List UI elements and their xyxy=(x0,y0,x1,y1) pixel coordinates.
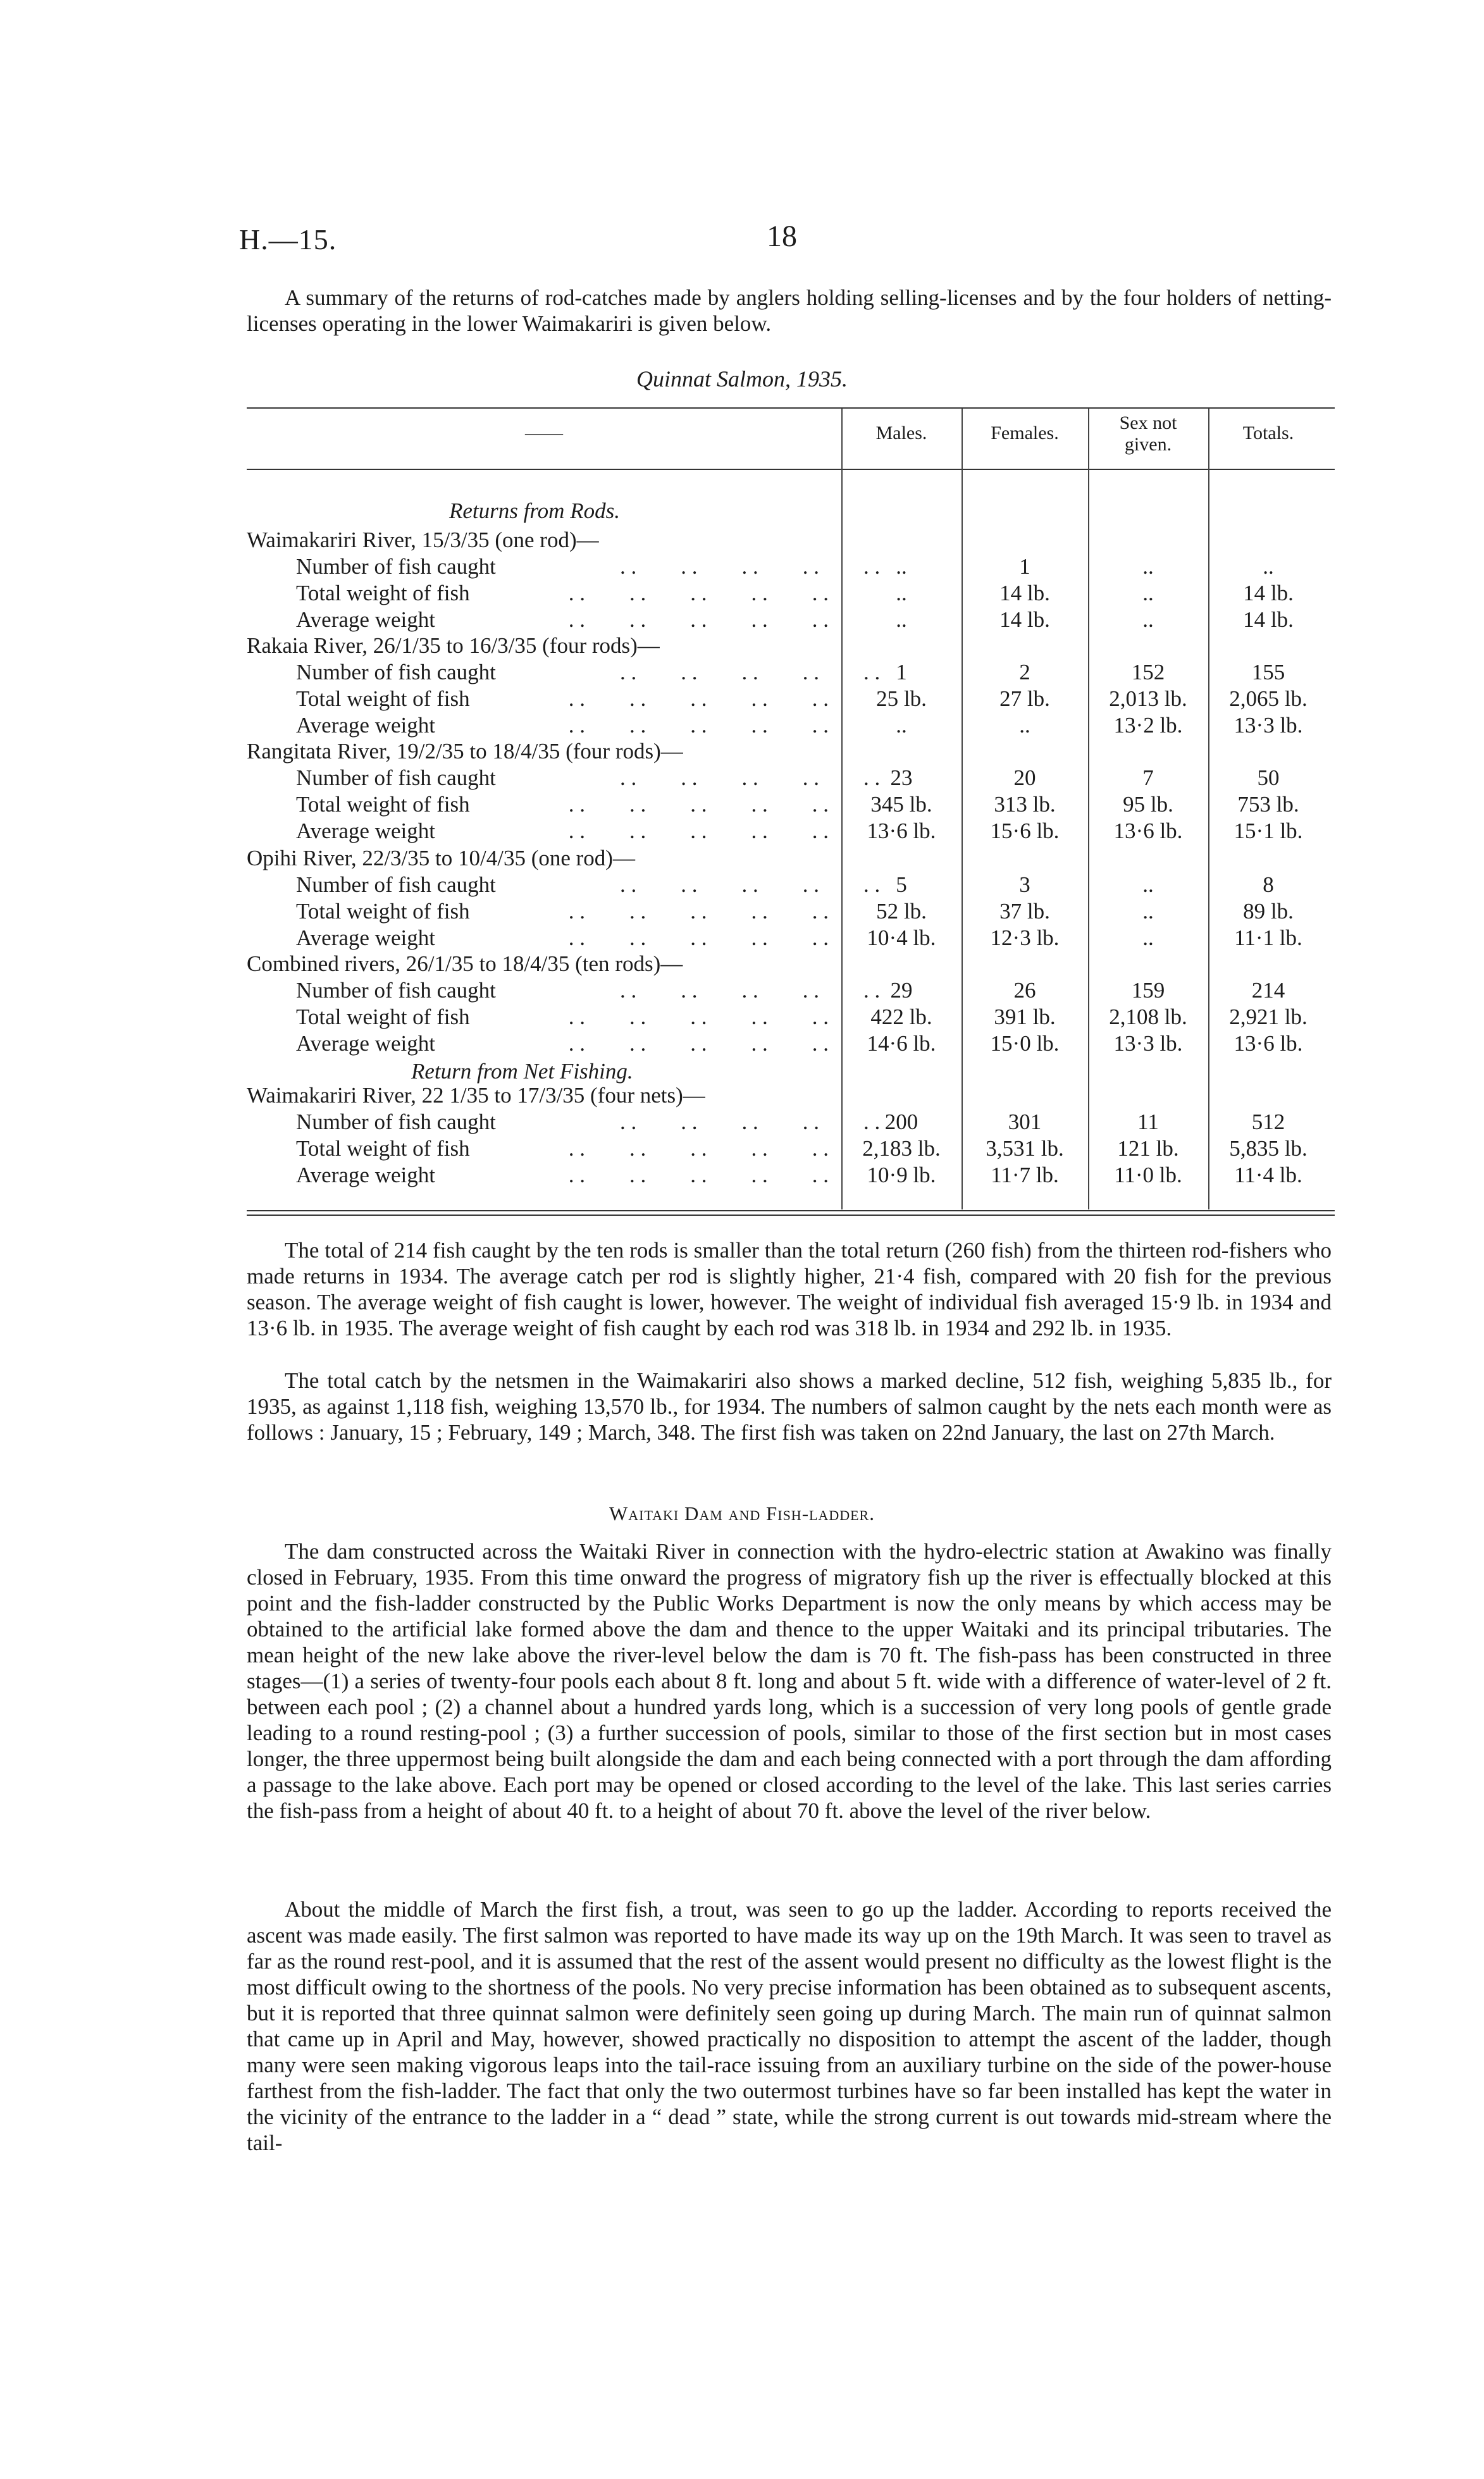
females-cell: 27 lb. xyxy=(999,686,1050,711)
table-row xyxy=(0,607,1484,634)
paragraph-net-catch: The total catch by the netsmen in the Waimakariri also shows a marked decline, 512 fish, weighing 5,835 lb., for 1935, as against 1,118 fish, weighing 13,570 lb., for 1934. The numbers of salmon caught by the nets each month were as follows : January, 15 ; February, 149 ; March, 348. The first fish was taken on 22nd January, the last on 27th March. xyxy=(247,1368,1332,1445)
table-header-rule xyxy=(247,469,1335,470)
males-cell: .. xyxy=(896,713,907,738)
group-name: Combined rivers, 26/1/35 to 18/4/35 (ten rods)— xyxy=(247,951,683,976)
females-cell: 3 xyxy=(1019,872,1030,897)
column-header-males: Males. xyxy=(875,423,927,443)
sex-not-given-cell: .. xyxy=(1142,872,1154,897)
group-heading xyxy=(0,739,1484,765)
females-cell: 20 xyxy=(1013,765,1036,790)
females-cell: 14 lb. xyxy=(999,607,1050,632)
table-row xyxy=(0,899,1484,925)
row-label: Average weight xyxy=(296,713,435,738)
group-name: Waimakariri River, 22 1/35 to 17/3/35 (four nets)— xyxy=(247,1083,705,1108)
paragraph-dam-description: The dam constructed across the Waitaki River in connection with the hydro-electric station at Awakino was finally closed in February, 1935. From this time onward the progress of migratory fish up the river is effectually blocked at this point and the fish-ladder constructed by the Public Works Department is now the only means by which access may be obtained to the artificial lake formed above the dam and thence to the upper Waitaki and its principal tributaries. The mean height of the new lake above the river-level below the dam is 70 ft. The fish-pass has been constructed in three stages—(1) a series of twenty-four pools each about 8 ft. long and about 5 ft. wide with a difference of water-level of 2 ft. between each pool ; (2) a channel about a hundred yards long, which is a succession of very long pools of gentle grade leading to a round resting-pool ; (3) a further succession of pools, similar to those of the first section but in most cases longer, the three uppermost being built alongside the dam and each being connected with a port through the dam affording a passage to the lake above. Each port may be opened or closed according to the level of the lake. This last series carries the fish-pass from a height of about 40 ft. to a height of about 70 ft. above the level of the river below. xyxy=(247,1539,1332,1823)
totals-cell: 512 xyxy=(1251,1110,1285,1134)
group-name: Rangitata River, 19/2/35 to 18/4/35 (four rods)— xyxy=(247,739,683,763)
table-row xyxy=(0,1031,1484,1058)
row-label: Total weight of fish xyxy=(296,1136,470,1161)
table-row xyxy=(0,660,1484,686)
leader-dots: . . . . . . . . . . xyxy=(568,581,829,605)
females-cell: 14 lb. xyxy=(999,581,1050,605)
males-cell: 23 xyxy=(890,765,913,790)
leader-dots: . . . . . . . . . . xyxy=(568,1136,829,1161)
females-cell: 301 xyxy=(1008,1110,1042,1134)
females-cell: 313 lb. xyxy=(994,792,1056,817)
totals-cell: 2,921 lb. xyxy=(1229,1005,1308,1029)
row-label: Number of fish caught xyxy=(296,765,496,790)
males-cell: 422 lb. xyxy=(870,1005,932,1029)
row-label: Total weight of fish xyxy=(296,1005,470,1029)
row-label: Average weight xyxy=(296,819,435,843)
column-header-blank: —— xyxy=(525,423,563,443)
table-row xyxy=(0,1005,1484,1031)
group-heading xyxy=(0,846,1484,872)
totals-cell: .. xyxy=(1263,554,1274,579)
leader-dots: . . . . . . . . . . xyxy=(620,660,881,684)
males-cell: 25 lb. xyxy=(876,686,927,711)
table-row xyxy=(0,1110,1484,1136)
females-cell: .. xyxy=(1019,713,1030,738)
males-cell: 29 xyxy=(890,978,913,1003)
females-cell: 2 xyxy=(1019,660,1030,684)
totals-cell: 13·6 lb. xyxy=(1234,1031,1303,1056)
females-cell: 3,531 lb. xyxy=(986,1136,1064,1161)
table-bottom-rule-2 xyxy=(247,1215,1335,1216)
table-row xyxy=(0,713,1484,739)
totals-cell: 5,835 lb. xyxy=(1229,1136,1308,1161)
table-bottom-rule xyxy=(247,1210,1335,1211)
table-row xyxy=(0,554,1484,581)
group-name: Opihi River, 22/3/35 to 10/4/35 (one rod)— xyxy=(247,846,635,870)
females-cell: 391 lb. xyxy=(994,1005,1056,1029)
row-label: Number of fish caught xyxy=(296,1110,496,1134)
group-heading xyxy=(0,633,1484,660)
row-label: Average weight xyxy=(296,1163,435,1187)
leader-dots: . . . . . . . . . . xyxy=(620,554,881,579)
group-heading xyxy=(0,951,1484,978)
totals-cell: 14 lb. xyxy=(1243,581,1294,605)
row-label: Number of fish caught xyxy=(296,872,496,897)
males-cell: 1 xyxy=(896,660,907,684)
leader-dots: . . . . . . . . . . xyxy=(568,925,829,950)
table-row xyxy=(0,765,1484,792)
females-cell: 15·6 lb. xyxy=(990,819,1060,843)
table-top-rule xyxy=(247,407,1335,409)
sex-not-given-cell: 13·3 lb. xyxy=(1113,1031,1183,1056)
leader-dots: . . . . . . . . . . xyxy=(568,899,829,924)
table-row xyxy=(0,686,1484,713)
sex-not-given-cell: 2,013 lb. xyxy=(1109,686,1187,711)
females-cell: 11·7 lb. xyxy=(991,1163,1059,1187)
males-cell: .. xyxy=(896,607,907,632)
section-heading-waitaki xyxy=(0,1502,1484,1525)
totals-cell: 155 xyxy=(1251,660,1285,684)
totals-cell: 753 lb. xyxy=(1237,792,1299,817)
paragraph-ladder-ascent: About the middle of March the first fish, a trout, was seen to go up the ladder. According to reports received the ascent was made easily. The first salmon was reported to have made its way up on the 19th March. It was seen to travel as far as the round rest-pool, and it is assumed that the rest of the assent would present no difficulty as the lowest flight is the most difficult owing to the shortness of the pools. No very precise information has been obtained as to subsequent ascents, but it is reported that three quinnat salmon were definitely seen going up during March. The main run of quinnat salmon that came up in April and May, however, showed practically no disposition to attempt the ascent of the ladder, though many were seen making vigorous leaps into the tail-race issuing from an auxiliary turbine on the side of the power-house farthest from the fish-ladder. The fact that only the two outermost turbines have so far been installed has kept the water in the vicinity of the entrance to the ladder in a “ dead ” state, while the strong current is out towards mid-stream where the tail- xyxy=(247,1897,1332,2155)
row-label: Number of fish caught xyxy=(296,660,496,684)
report-reference: H.—15. xyxy=(239,223,337,256)
sex-not-given-cell: .. xyxy=(1142,899,1154,924)
males-cell: 10·9 lb. xyxy=(867,1163,936,1187)
leader-dots: . . . . . . . . . . xyxy=(568,819,829,843)
males-cell: 5 xyxy=(896,872,907,897)
males-cell: 2,183 lb. xyxy=(862,1136,941,1161)
sex-not-given-cell: .. xyxy=(1142,554,1154,579)
table-row xyxy=(0,925,1484,952)
table-row xyxy=(0,1163,1484,1189)
sex-not-given-cell: 95 lb. xyxy=(1123,792,1173,817)
sex-not-given-cell: .. xyxy=(1142,607,1154,632)
males-cell: 345 lb. xyxy=(870,792,932,817)
row-label: Average weight xyxy=(296,607,435,632)
sex-not-given-cell: 121 lb. xyxy=(1117,1136,1179,1161)
males-cell: 10·4 lb. xyxy=(867,925,936,950)
sex-not-given-cell: 159 xyxy=(1131,978,1165,1003)
sex-not-given-cell: 2,108 lb. xyxy=(1109,1005,1187,1029)
sex-not-given-cell: .. xyxy=(1142,581,1154,605)
totals-cell: 2,065 lb. xyxy=(1229,686,1308,711)
males-cell: .. xyxy=(896,581,907,605)
table-title: Quinnat Salmon, 1935. xyxy=(636,366,848,392)
males-cell: 13·6 lb. xyxy=(867,819,936,843)
section-nets: Return from Net Fishing. xyxy=(411,1059,633,1084)
sex-not-given-cell: 13·6 lb. xyxy=(1113,819,1183,843)
sex-not-given-cell: 7 xyxy=(1142,765,1154,790)
leader-dots: . . . . . . . . . . xyxy=(620,872,881,897)
table-row xyxy=(0,819,1484,845)
sex-not-given-cell: 13·2 lb. xyxy=(1113,713,1183,738)
females-cell: 1 xyxy=(1019,554,1030,579)
leader-dots: . . . . . . . . . . xyxy=(568,1031,829,1056)
sex-not-given-cell: 11·0 lb. xyxy=(1114,1163,1182,1187)
totals-cell: 15·1 lb. xyxy=(1234,819,1303,843)
sex-not-given-cell: 11 xyxy=(1137,1110,1159,1134)
group-heading xyxy=(0,528,1484,554)
females-cell: 15·0 lb. xyxy=(990,1031,1060,1056)
males-cell: 52 lb. xyxy=(876,899,927,924)
leader-dots: . . . . . . . . . . xyxy=(620,978,881,1003)
leader-dots: . . . . . . . . . . xyxy=(568,686,829,711)
totals-cell: 214 xyxy=(1251,978,1285,1003)
totals-cell: 89 lb. xyxy=(1243,899,1294,924)
paragraph-rod-comparison: The total of 214 fish caught by the ten rods is smaller than the total return (260 fish) from the thirteen rod-fishers who made returns in 1934. The average catch per rod is slightly higher, 21·4 fish, compared with 20 fish for the previous season. The average weight of fish caught is lower, however. The weight of individual fish averaged 15·9 lb. in 1934 and 13·6 lb. in 1935. The average weight of fish caught by each rod was 318 lb. in 1934 and 292 lb. in 1935. xyxy=(247,1238,1332,1340)
row-label: Total weight of fish xyxy=(296,581,470,605)
table-row xyxy=(0,872,1484,899)
table-row xyxy=(0,581,1484,607)
males-cell: 200 xyxy=(884,1110,918,1134)
sex-not-given-cell: 152 xyxy=(1131,660,1165,684)
totals-cell: 50 xyxy=(1257,765,1280,790)
leader-dots: . . . . . . . . . . xyxy=(568,1005,829,1029)
column-header-totals: Totals. xyxy=(1242,423,1294,443)
group-name: Rakaia River, 26/1/35 to 16/3/35 (four rods)— xyxy=(247,633,660,658)
row-label: Total weight of fish xyxy=(296,899,470,924)
section-heading-text: Waitaki Dam and Fish-ladder. xyxy=(609,1502,875,1524)
row-label: Average weight xyxy=(296,925,435,950)
leader-dots: . . . . . . . . . . xyxy=(568,1163,829,1187)
totals-cell: 11·1 lb. xyxy=(1234,925,1302,950)
females-cell: 37 lb. xyxy=(999,899,1050,924)
males-cell: .. xyxy=(896,554,907,579)
totals-cell: 8 xyxy=(1263,872,1274,897)
table-row xyxy=(0,978,1484,1005)
intro-paragraph: A summary of the returns of rod-catches made by anglers holding selling-licenses and by the four holders of netting-licenses operating in the lower Waimakariri is given below. xyxy=(247,285,1332,336)
females-cell: 12·3 lb. xyxy=(990,925,1060,950)
leader-dots: . . . . . . . . . . xyxy=(568,792,829,817)
section-rods: Returns from Rods. xyxy=(449,498,620,523)
row-label: Average weight xyxy=(296,1031,435,1056)
leader-dots: . . . . . . . . . . xyxy=(568,713,829,738)
totals-cell: 11·4 lb. xyxy=(1234,1163,1302,1187)
males-cell: 14·6 lb. xyxy=(867,1031,936,1056)
row-label: Number of fish caught xyxy=(296,554,496,579)
females-cell: 26 xyxy=(1013,978,1036,1003)
row-label: Number of fish caught xyxy=(296,978,496,1003)
leader-dots: . . . . . . . . . . xyxy=(620,1110,881,1134)
column-header-sex-not-given: Sex not given. xyxy=(1119,412,1177,455)
page-number: 18 xyxy=(767,219,797,253)
totals-cell: 13·3 lb. xyxy=(1234,713,1303,738)
leader-dots: . . . . . . . . . . xyxy=(620,765,881,790)
totals-cell: 14 lb. xyxy=(1243,607,1294,632)
column-header-females: Females. xyxy=(991,423,1059,443)
group-heading xyxy=(0,1083,1484,1110)
group-name: Waimakariri River, 15/3/35 (one rod)— xyxy=(247,528,599,552)
sex-not-given-cell: .. xyxy=(1142,925,1154,950)
row-label: Total weight of fish xyxy=(296,792,470,817)
row-label: Total weight of fish xyxy=(296,686,470,711)
table-row xyxy=(0,1136,1484,1163)
table-row xyxy=(0,792,1484,819)
leader-dots: . . . . . . . . . . xyxy=(568,607,829,632)
